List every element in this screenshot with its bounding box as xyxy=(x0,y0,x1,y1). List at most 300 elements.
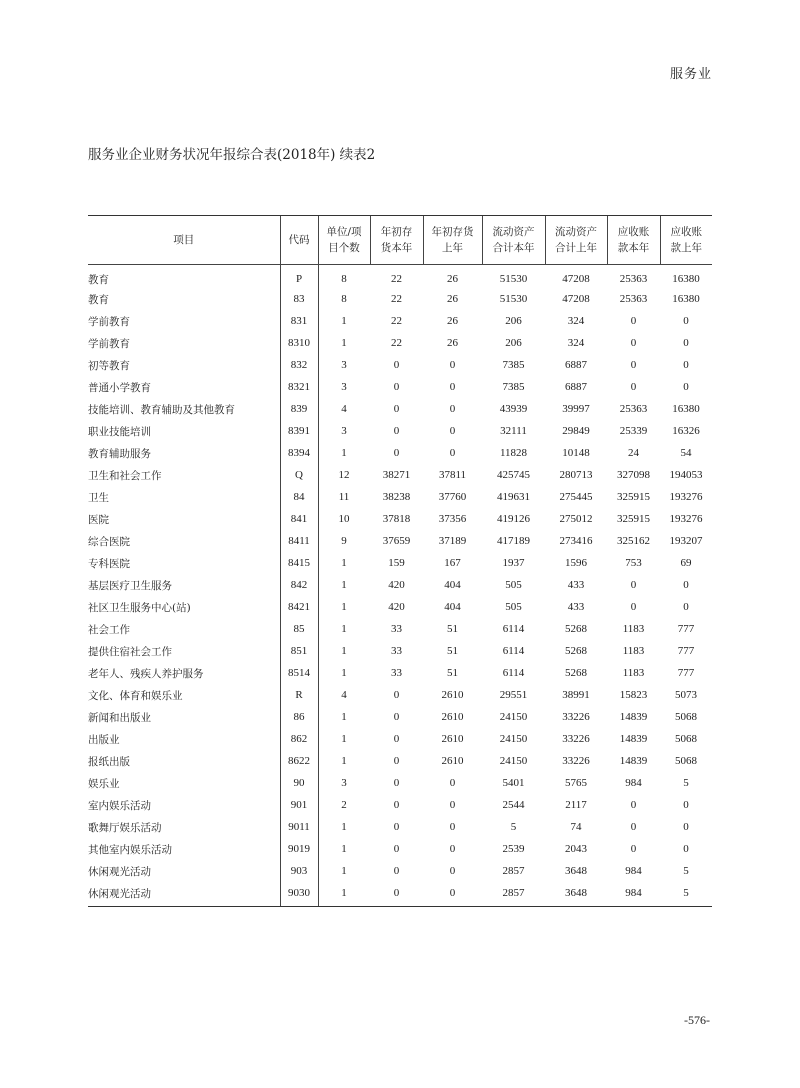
cell-value: 325915 xyxy=(617,513,650,525)
cell-value: 4 xyxy=(341,403,347,415)
cell-value: 193276 xyxy=(669,491,703,503)
cell-value: 14839 xyxy=(619,711,648,723)
header-inventory-last-year: 年初存货上年 xyxy=(423,216,482,264)
table-row xyxy=(88,354,712,376)
cell-value: 1 xyxy=(341,557,347,569)
cell-value: 0 xyxy=(449,447,456,459)
cell-value: 0 xyxy=(630,799,637,811)
cell-value: 2117 xyxy=(565,799,587,811)
cell-value: 16380 xyxy=(672,273,700,286)
row-code: 85 xyxy=(293,623,305,635)
cell-value: 10148 xyxy=(562,447,590,459)
cell-value: 273416 xyxy=(559,535,593,547)
running-head: 服务业 xyxy=(669,67,712,82)
cell-value: 22 xyxy=(391,337,402,349)
cell-value: 0 xyxy=(630,359,637,371)
row-label: 提供住宿社会工作 xyxy=(88,645,172,658)
cell-value: 2610 xyxy=(441,689,464,701)
header-receivables-last-year: 应收账款上年 xyxy=(660,216,712,264)
row-label: 学前教育 xyxy=(88,337,130,350)
cell-value: 0 xyxy=(683,799,689,811)
row-label: 专科医院 xyxy=(88,557,130,570)
row-code: 851 xyxy=(290,645,308,657)
row-label: 出版业 xyxy=(88,733,120,746)
table-row xyxy=(88,332,712,354)
cell-value: 33 xyxy=(391,623,402,635)
table-row xyxy=(88,530,712,552)
cell-value: 0 xyxy=(393,821,400,833)
row-label: 室内娱乐活动 xyxy=(88,799,151,812)
cell-value: 0 xyxy=(393,447,400,459)
cell-value: 0 xyxy=(393,777,400,789)
row-code: 8391 xyxy=(288,425,310,437)
cell-value: 11828 xyxy=(499,447,528,459)
table-row xyxy=(88,464,712,486)
cell-value: 984 xyxy=(625,865,642,877)
cell-value: 29849 xyxy=(562,425,590,437)
cell-value: 37356 xyxy=(438,513,467,525)
cell-value: 37818 xyxy=(382,513,411,525)
cell-value: 1596 xyxy=(565,557,587,569)
cell-value: 419631 xyxy=(497,491,530,503)
table-row xyxy=(88,398,712,420)
cell-value: 24 xyxy=(628,447,639,459)
row-code: 8514 xyxy=(288,667,310,679)
table-row xyxy=(88,508,712,530)
cell-value: 3 xyxy=(341,381,347,393)
cell-value: 15823 xyxy=(619,689,648,701)
cell-value: 0 xyxy=(683,821,689,833)
cell-value: 5 xyxy=(510,821,517,833)
table-row xyxy=(88,882,712,904)
cell-value: 324 xyxy=(567,337,585,349)
row-code: 84 xyxy=(293,491,305,503)
cell-value: 206 xyxy=(505,337,522,349)
cell-value: 6114 xyxy=(502,667,525,679)
header-code: 代码 xyxy=(280,216,318,264)
cell-value: 38991 xyxy=(562,689,590,701)
cell-value: 33226 xyxy=(562,755,590,767)
cell-value: 984 xyxy=(625,777,642,789)
row-label: 卫生和社会工作 xyxy=(88,469,162,482)
cell-value: 22 xyxy=(391,315,402,327)
cell-value: 404 xyxy=(444,601,461,613)
row-label: 文化、体育和娱乐业 xyxy=(88,689,183,702)
cell-value: 0 xyxy=(449,359,456,371)
row-label: 卫生 xyxy=(88,491,109,504)
cell-value: 433 xyxy=(567,601,585,613)
cell-value: 275012 xyxy=(559,513,593,525)
header-unit-count: 单位/项目个数 xyxy=(318,216,370,264)
row-label: 娱乐业 xyxy=(88,777,120,790)
cell-value: 0 xyxy=(449,799,456,811)
cell-value: 193276 xyxy=(669,513,703,525)
cell-value: 51 xyxy=(447,667,458,679)
cell-value: 0 xyxy=(683,337,689,349)
cell-value: 505 xyxy=(505,579,522,591)
cell-value: 5268 xyxy=(565,667,587,679)
row-label: 普通小学教育 xyxy=(88,381,151,394)
cell-value: 3 xyxy=(341,777,347,789)
cell-value: 0 xyxy=(630,381,637,393)
cell-value: 1 xyxy=(341,579,347,591)
row-label: 学前教育 xyxy=(88,315,130,328)
column-divider xyxy=(280,264,281,906)
table-row xyxy=(88,420,712,442)
data-table xyxy=(88,215,712,907)
cell-value: 14839 xyxy=(619,733,648,745)
cell-value: 16380 xyxy=(672,293,700,305)
cell-value: 2610 xyxy=(441,711,464,723)
cell-value: 0 xyxy=(683,601,689,613)
cell-value: 16326 xyxy=(672,425,700,437)
cell-value: 12 xyxy=(338,469,350,481)
row-code: 8394 xyxy=(288,447,310,459)
row-label: 基层医疗卫生服务 xyxy=(88,579,172,592)
table-row xyxy=(88,728,712,750)
cell-value: 51530 xyxy=(499,293,528,305)
cell-value: 32111 xyxy=(500,425,527,437)
cell-value: 14839 xyxy=(619,755,648,767)
cell-value: 5 xyxy=(683,887,689,899)
cell-value: 37189 xyxy=(438,535,467,547)
cell-value: 404 xyxy=(444,579,461,591)
cell-value: 0 xyxy=(683,579,689,591)
cell-value: 1 xyxy=(341,865,347,877)
cell-value: 0 xyxy=(393,799,400,811)
cell-value: 0 xyxy=(449,777,456,789)
cell-value: 0 xyxy=(630,579,637,591)
page-number: -576- xyxy=(684,1013,710,1027)
table-row xyxy=(88,310,712,332)
cell-value: 1 xyxy=(341,623,347,635)
cell-value: 22 xyxy=(391,273,402,286)
cell-value: 3648 xyxy=(565,887,587,899)
cell-value: 1 xyxy=(341,711,347,723)
cell-value: 327098 xyxy=(617,469,650,481)
cell-value: 24150 xyxy=(499,733,528,745)
row-code: 842 xyxy=(290,579,308,591)
cell-value: 777 xyxy=(677,645,695,657)
row-label: 休闲观光活动 xyxy=(88,887,151,900)
cell-value: 26 xyxy=(447,293,458,305)
cell-value: 0 xyxy=(683,359,689,371)
cell-value: 22 xyxy=(391,293,402,305)
row-label: 技能培训、教育辅助及其他教育 xyxy=(88,403,235,416)
cell-value: 420 xyxy=(388,579,405,591)
row-code: P xyxy=(295,273,303,286)
cell-value: 43939 xyxy=(499,403,528,415)
cell-value: 39997 xyxy=(562,403,590,415)
row-label: 教育 xyxy=(88,273,109,286)
cell-value: 33226 xyxy=(562,733,590,745)
row-code: 8321 xyxy=(288,381,310,393)
table-row xyxy=(88,486,712,508)
row-code: 832 xyxy=(290,359,308,371)
row-code: 9011 xyxy=(288,821,310,833)
cell-value: 0 xyxy=(683,315,689,327)
table-row xyxy=(88,574,712,596)
cell-value: 1 xyxy=(341,601,347,613)
cell-value: 4 xyxy=(341,689,347,701)
cell-value: 37659 xyxy=(382,535,411,547)
cell-value: 1 xyxy=(341,337,347,349)
cell-value: 984 xyxy=(625,887,642,899)
row-label: 休闲观光活动 xyxy=(88,865,151,878)
cell-value: 0 xyxy=(630,315,637,327)
cell-value: 51 xyxy=(447,623,458,635)
cell-value: 0 xyxy=(449,821,456,833)
cell-value: 26 xyxy=(447,337,458,349)
cell-value: 1937 xyxy=(502,557,525,569)
header-item: 项目 xyxy=(88,216,280,264)
cell-value: 8 xyxy=(341,273,347,286)
cell-value: 1 xyxy=(341,447,347,459)
cell-value: 419126 xyxy=(497,513,530,525)
cell-value: 777 xyxy=(677,667,695,679)
row-label: 教育辅助服务 xyxy=(88,447,151,460)
row-code: 839 xyxy=(290,403,308,415)
row-code: 8622 xyxy=(288,755,310,767)
table-row xyxy=(88,772,712,794)
table-row xyxy=(88,860,712,882)
row-code: 8310 xyxy=(288,337,310,349)
table-row xyxy=(88,750,712,772)
cell-value: 275445 xyxy=(559,491,593,503)
cell-value: 0 xyxy=(393,359,400,371)
cell-value: 420 xyxy=(388,601,405,613)
cell-value: 0 xyxy=(449,381,456,393)
cell-value: 0 xyxy=(393,689,400,701)
cell-value: 1 xyxy=(341,755,347,767)
cell-value: 167 xyxy=(444,557,461,569)
cell-value: 0 xyxy=(393,425,400,437)
cell-value: 51530 xyxy=(499,273,528,286)
cell-value: 5068 xyxy=(675,711,697,723)
row-label: 综合医院 xyxy=(88,535,130,548)
cell-value: 38271 xyxy=(382,469,411,481)
cell-value: 25363 xyxy=(619,273,648,286)
cell-value: 5068 xyxy=(675,755,697,767)
row-code: 831 xyxy=(290,315,308,327)
cell-value: 0 xyxy=(630,843,637,855)
cell-value: 1 xyxy=(341,315,347,327)
cell-value: 1183 xyxy=(622,667,645,679)
cell-value: 8 xyxy=(341,293,347,305)
cell-value: 5 xyxy=(683,865,689,877)
table-title: 服务业企业财务状况年报综合表(2018年) 续表2 xyxy=(88,147,376,163)
row-code: 903 xyxy=(290,865,308,877)
cell-value: 69 xyxy=(680,557,692,569)
cell-value: 325915 xyxy=(617,491,650,503)
cell-value: 2539 xyxy=(502,843,525,855)
cell-value: 0 xyxy=(630,821,637,833)
cell-value: 47208 xyxy=(562,273,590,286)
cell-value: 51 xyxy=(447,645,458,657)
row-code: 9030 xyxy=(288,887,310,899)
cell-value: 5268 xyxy=(565,623,587,635)
table-row xyxy=(88,640,712,662)
cell-value: 777 xyxy=(677,623,695,635)
cell-value: 2610 xyxy=(441,733,464,745)
table-row xyxy=(88,684,712,706)
table-row xyxy=(88,596,712,618)
cell-value: 0 xyxy=(393,887,400,899)
cell-value: 433 xyxy=(567,579,585,591)
cell-value: 47208 xyxy=(562,293,590,305)
cell-value: 7385 xyxy=(502,381,525,393)
cell-value: 2043 xyxy=(565,843,587,855)
row-label: 新闻和出版业 xyxy=(88,711,151,724)
cell-value: 9 xyxy=(341,535,347,547)
cell-value: 26 xyxy=(447,315,458,327)
table-row xyxy=(88,288,712,310)
row-code: 841 xyxy=(290,513,308,525)
cell-value: 6114 xyxy=(502,645,525,657)
table-row xyxy=(88,442,712,464)
cell-value: 0 xyxy=(630,337,637,349)
column-divider xyxy=(318,264,319,906)
row-code: 901 xyxy=(290,799,308,811)
row-code: Q xyxy=(295,469,303,481)
table-row xyxy=(88,376,712,398)
row-code: 9019 xyxy=(288,843,310,855)
table-row xyxy=(88,838,712,860)
cell-value: 2857 xyxy=(502,887,525,899)
row-code: R xyxy=(295,689,303,701)
cell-value: 0 xyxy=(393,733,400,745)
cell-value: 25339 xyxy=(619,425,648,437)
cell-value: 6114 xyxy=(502,623,525,635)
cell-value: 0 xyxy=(449,887,456,899)
cell-value: 0 xyxy=(393,843,400,855)
cell-value: 1 xyxy=(341,887,347,899)
cell-value: 425745 xyxy=(497,469,530,481)
cell-value: 33 xyxy=(391,645,402,657)
cell-value: 33226 xyxy=(562,711,590,723)
table-row xyxy=(88,552,712,574)
cell-value: 5068 xyxy=(675,733,697,745)
row-code: 8411 xyxy=(288,535,310,547)
cell-value: 0 xyxy=(449,425,456,437)
cell-value: 5 xyxy=(683,777,689,789)
cell-value: 5401 xyxy=(502,777,525,789)
row-label: 报纸出版 xyxy=(88,755,130,768)
cell-value: 1 xyxy=(341,821,347,833)
cell-value: 1 xyxy=(341,667,347,679)
cell-value: 193207 xyxy=(669,535,703,547)
cell-value: 25363 xyxy=(619,403,648,415)
cell-value: 417189 xyxy=(497,535,530,547)
cell-value: 16380 xyxy=(672,403,700,415)
row-code: 86 xyxy=(293,711,305,723)
cell-value: 33 xyxy=(391,667,402,679)
cell-value: 280713 xyxy=(559,469,593,481)
cell-value: 0 xyxy=(630,601,637,613)
cell-value: 0 xyxy=(393,403,400,415)
cell-value: 1183 xyxy=(622,623,645,635)
cell-value: 7385 xyxy=(502,359,525,371)
cell-value: 0 xyxy=(449,865,456,877)
cell-value: 1 xyxy=(341,645,347,657)
cell-value: 3 xyxy=(341,425,347,437)
cell-value: 325162 xyxy=(617,535,650,547)
row-code: 862 xyxy=(290,733,308,745)
row-code: 8421 xyxy=(288,601,310,613)
table-row xyxy=(88,706,712,728)
row-label: 其他室内娱乐活动 xyxy=(88,843,172,856)
row-label: 职业技能培训 xyxy=(88,425,151,438)
header-inventory-this-year: 年初存货本年 xyxy=(370,216,423,264)
cell-value: 0 xyxy=(393,381,400,393)
header-current-assets-this-year: 流动资产合计本年 xyxy=(482,216,545,264)
row-label: 教育 xyxy=(88,293,109,306)
cell-value: 753 xyxy=(625,557,642,569)
row-code: 90 xyxy=(293,777,305,789)
cell-value: 194053 xyxy=(669,469,703,481)
cell-value: 0 xyxy=(683,381,689,393)
cell-value: 38238 xyxy=(382,491,411,503)
row-label: 社区卫生服务中心(站) xyxy=(88,601,191,614)
cell-value: 0 xyxy=(393,755,400,767)
cell-value: 74 xyxy=(570,821,582,833)
cell-value: 0 xyxy=(393,865,400,877)
table-row xyxy=(88,264,712,288)
cell-value: 0 xyxy=(683,843,689,855)
row-code: 8415 xyxy=(288,557,310,569)
header-current-assets-last-year: 流动资产合计上年 xyxy=(545,216,607,264)
cell-value: 2 xyxy=(341,799,347,811)
cell-value: 0 xyxy=(449,843,456,855)
row-label: 医院 xyxy=(88,513,109,526)
cell-value: 3 xyxy=(341,359,347,371)
cell-value: 1183 xyxy=(622,645,645,657)
row-label: 初等教育 xyxy=(88,359,130,372)
cell-value: 0 xyxy=(449,403,456,415)
cell-value: 29551 xyxy=(499,689,528,701)
cell-value: 206 xyxy=(505,315,522,327)
cell-value: 11 xyxy=(338,491,350,503)
cell-value: 5073 xyxy=(675,689,697,701)
header-receivables-this-year: 应收账款本年 xyxy=(607,216,660,264)
table-row xyxy=(88,816,712,838)
cell-value: 37811 xyxy=(438,469,467,481)
row-code: 83 xyxy=(293,293,305,305)
cell-value: 3648 xyxy=(565,865,587,877)
cell-value: 6887 xyxy=(565,359,587,371)
cell-value: 2857 xyxy=(502,865,525,877)
cell-value: 0 xyxy=(393,711,400,723)
cell-value: 5268 xyxy=(565,645,587,657)
cell-value: 37760 xyxy=(438,491,467,503)
cell-value: 1 xyxy=(341,843,347,855)
row-label: 社会工作 xyxy=(88,623,130,636)
cell-value: 24150 xyxy=(499,711,528,723)
cell-value: 5765 xyxy=(565,777,587,789)
cell-value: 505 xyxy=(505,601,522,613)
cell-value: 159 xyxy=(388,557,405,569)
table-row xyxy=(88,618,712,640)
cell-value: 6887 xyxy=(565,381,587,393)
cell-value: 26 xyxy=(447,273,458,286)
cell-value: 54 xyxy=(680,447,692,459)
table-row xyxy=(88,794,712,816)
table-row xyxy=(88,662,712,684)
cell-value: 2544 xyxy=(502,799,525,811)
cell-value: 24150 xyxy=(499,755,528,767)
cell-value: 2610 xyxy=(441,755,464,767)
row-label: 老年人、残疾人养护服务 xyxy=(88,667,204,680)
